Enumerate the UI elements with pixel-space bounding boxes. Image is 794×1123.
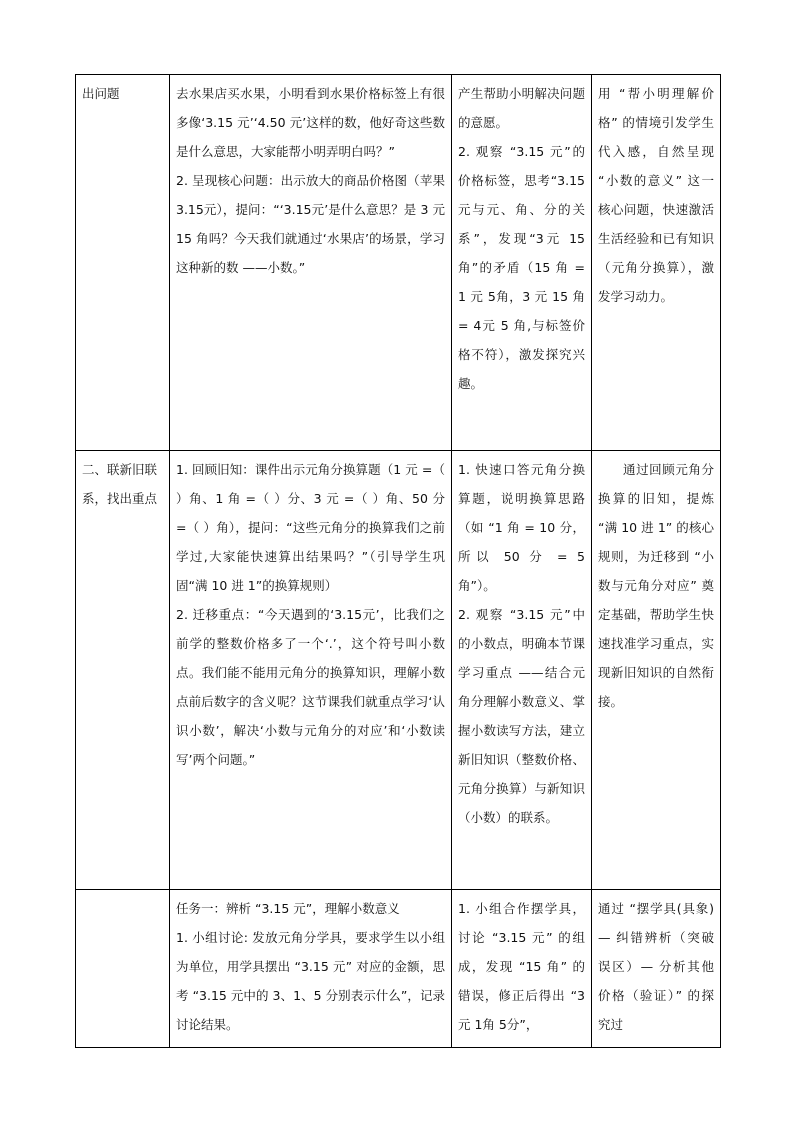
student-paragraph: 1. 快速口答元角分换算题，说明换算思路（如 “1 角 = 10 分，所以 50 分 = 5 角”）。 <box>458 462 589 593</box>
teacher-paragraph: 1. 回顾旧知：课件出示元角分换算题（1 元 =（ ）角、1 角 =（ ）分、3 元 =（ ）角、50 分 =（ ）角），提问：“这些元角分的换算我们之前学过,大家能快速算出结果吗？”（引导学生巩固“满 10 进 1”的换算规则） <box>176 462 449 593</box>
table-row <box>76 75 721 451</box>
lesson-plan-table <box>75 74 721 1048</box>
student-paragraph: 2. 观察 “3.15 元”的价格标签，思考“3.15 元与元、角、分的关系”，发现“3元 15角”的矛盾（15 角 = 1 元 5角，3 元 15 角 = 4元 5 角,与标签价格不符），激发探究兴趣。 <box>458 144 589 391</box>
student-paragraph: 1. 小组合作摆学具，讨论 “3.15 元” 的组成，发现 “15 角” 的错误，修正后得出 “3元 1角 5分”， <box>458 901 585 1032</box>
student-paragraph: 2. 观察 “3.15 元”中的小数点，明确本节课学习重点 ——结合元角分理解小数意义、掌握小数读写方法，建立新旧知识（整数价格、元角分换算）与新知识（小数）的联系。 <box>458 607 585 825</box>
design-intent-cell <box>592 75 721 451</box>
teacher-paragraph: 去水果店买水果，小明看到水果价格标签上有很多像‘3.15 元’‘4.50 元’这样的数，他好奇这些数是什么意思，大家能帮小明弄明白吗？” <box>176 86 445 159</box>
stage-cell <box>76 451 170 890</box>
student-paragraph: 产生帮助小明解决问题的意愿。 <box>458 86 585 130</box>
teacher-activity-cell <box>170 890 452 1048</box>
design-intent-cell <box>592 890 721 1048</box>
stage-label: 出问题 <box>82 86 120 101</box>
student-activity-cell <box>452 890 592 1048</box>
stage-label: 二、联新旧联系，找出重点 <box>82 462 158 506</box>
intent-paragraph: 通过 “摆学具(具象) — 纠错辨析（突破误区）— 分析其他价格（验证）” 的探究过 <box>598 901 718 1032</box>
teacher-paragraph: 2. 呈现核心问题：出示放大的商品价格图（苹果 3.15元），提问：“‘3.15元’是什么意思？是 3 元 15 角吗？今天我们就通过‘水果店’的场景，学习这种新的数 ——小数。” <box>176 173 449 275</box>
table-row <box>76 890 721 1048</box>
task-heading: 任务一：辨析 “3.15 元”，理解小数意义 <box>176 901 400 916</box>
student-activity-cell <box>452 75 592 451</box>
teacher-activity-cell <box>170 451 452 890</box>
intent-paragraph: 用 “帮小明理解价格” 的情境引发学生代入感，自然呈现 “小数的意义” 这一核心问题，快速激活生活经验和已有知识（元角分换算），激发学习动力。 <box>598 86 718 304</box>
student-activity-cell <box>452 451 592 890</box>
table-row <box>76 451 721 890</box>
design-intent-cell <box>592 451 721 890</box>
teacher-paragraph: 1. 小组讨论: 发放元角分学具，要求学生以小组为单位，用学具摆出 “3.15 元” 对应的金额，思考 “3.15 元中的 3、1、5 分别表示什么”，记录讨论结果。 <box>176 930 445 1032</box>
teacher-paragraph: 2. 迁移重点：“今天遇到的‘3.15元’，比我们之前学的整数价格多了一个‘.’，这个符号叫小数点。我们能不能用元角分的换算知识，理解小数点前后数字的含义呢？这节课我们就重点学习‘认识小数’，解决‘小数与元角分的对应’和‘小数读写’两个问题。” <box>176 607 445 767</box>
teacher-activity-cell <box>170 75 452 451</box>
stage-cell <box>76 75 170 451</box>
intent-paragraph: 通过回顾元角分换算的旧知，提炼 “满 10 进 1” 的核心规则，为迁移到 “小数与元角分对应” 奠定基础，帮助学生快速找准学习重点，实现新旧知识的自然衔接。 <box>598 462 718 709</box>
stage-cell <box>76 890 170 1048</box>
